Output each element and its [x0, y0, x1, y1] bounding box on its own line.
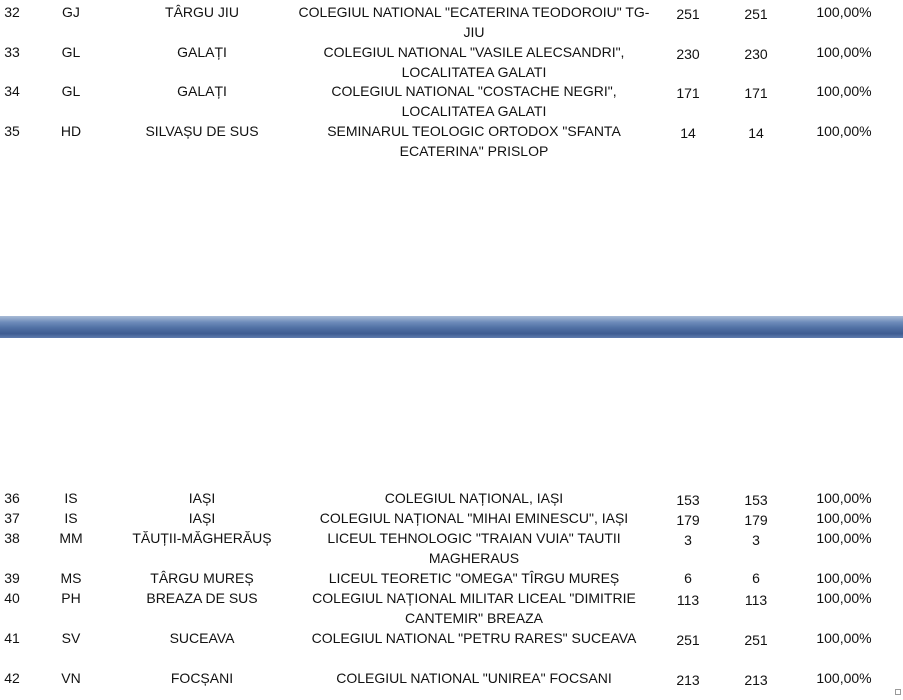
- percentage: 100,00%: [816, 44, 872, 60]
- county-code: VN: [61, 670, 81, 686]
- count-b: 113: [744, 592, 768, 608]
- county-code: PH: [61, 590, 81, 606]
- count-a: 213: [676, 672, 700, 688]
- row-number: 41: [4, 630, 20, 646]
- count-a: 251: [676, 632, 700, 648]
- count-a: 179: [676, 512, 700, 528]
- count-b: 14: [748, 125, 764, 141]
- count-a: 251: [676, 6, 700, 22]
- page-separator: [0, 316, 903, 338]
- county-code: MM: [59, 530, 83, 546]
- locality: IAȘI: [188, 510, 216, 526]
- count-b: 251: [744, 6, 768, 22]
- locality: IAȘI: [188, 490, 216, 506]
- percentage: 100,00%: [816, 630, 872, 646]
- county-code: GL: [61, 83, 81, 99]
- percentage: 100,00%: [816, 4, 872, 20]
- count-a: 113: [676, 592, 700, 608]
- count-a: 171: [676, 85, 700, 101]
- county-code: SV: [61, 630, 81, 646]
- school-name: LICEUL TEHNOLOGIC "TRAIAN VUIA" TAUTII MAGHERAUS: [327, 530, 621, 566]
- resize-handle-icon: [895, 689, 901, 695]
- count-a: 3: [684, 532, 692, 548]
- locality: SUCEAVA: [169, 630, 235, 646]
- row-number: 33: [4, 44, 20, 60]
- count-b: 6: [752, 570, 760, 586]
- row-number: 34: [4, 83, 20, 99]
- locality: FOCȘANI: [170, 670, 234, 686]
- school-name: COLEGIUL NATIONAL "UNIREA" FOCSANI: [336, 670, 612, 686]
- count-b: 213: [744, 672, 768, 688]
- school-name: COLEGIUL NAȚIONAL "MIHAI EMINESCU", IAȘI: [319, 510, 629, 526]
- count-b: 153: [744, 492, 768, 508]
- count-a: 6: [684, 570, 692, 586]
- locality: SILVAȘU DE SUS: [145, 123, 259, 139]
- count-b: 230: [744, 46, 768, 62]
- school-name: SEMINARUL TEOLOGIC ORTODOX "SFANTA ECATERINA" PRISLOP: [327, 123, 621, 159]
- row-number: 40: [4, 590, 20, 606]
- school-name: COLEGIUL NATIONAL "ECATERINA TEODOROIU" TG-JIU: [298, 4, 650, 40]
- count-b: 3: [752, 532, 760, 548]
- county-code: HD: [60, 123, 82, 139]
- row-number: 37: [4, 510, 20, 526]
- county-code: IS: [64, 510, 78, 526]
- row-number: 32: [4, 4, 20, 20]
- school-name: COLEGIUL NATIONAL "VASILE ALECSANDRI", LOCALITATEA GALATI: [323, 44, 625, 80]
- school-name: COLEGIUL NAȚIONAL MILITAR LICEAL "DIMITRIE CANTEMIR" BREAZA: [312, 590, 636, 626]
- count-b: 251: [744, 632, 768, 648]
- county-code: MS: [60, 570, 82, 586]
- percentage: 100,00%: [816, 83, 872, 99]
- count-a: 230: [676, 46, 700, 62]
- locality: TÂRGU MUREȘ: [150, 570, 254, 586]
- percentage: 100,00%: [816, 490, 872, 506]
- school-name: COLEGIUL NATIONAL "COSTACHE NEGRI", LOCALITATEA GALATI: [331, 83, 617, 119]
- row-number: 38: [4, 530, 20, 546]
- county-code: IS: [64, 490, 78, 506]
- school-name: COLEGIUL NATIONAL "PETRU RARES" SUCEAVA: [311, 630, 637, 646]
- school-name: COLEGIUL NAȚIONAL, IAȘI: [384, 490, 564, 506]
- locality: GALAȚI: [177, 44, 227, 60]
- locality: GALAȚI: [177, 83, 227, 99]
- locality: TÂRGU JIU: [165, 4, 239, 20]
- percentage: 100,00%: [816, 530, 872, 546]
- percentage: 100,00%: [816, 590, 872, 606]
- locality: BREAZA DE SUS: [146, 590, 258, 606]
- county-code: GJ: [62, 4, 80, 20]
- percentage: 100,00%: [816, 123, 872, 139]
- row-number: 36: [4, 490, 20, 506]
- row-number: 39: [4, 570, 20, 586]
- school-name: LICEUL TEORETIC "OMEGA" TÎRGU MUREȘ: [328, 570, 620, 586]
- county-code: GL: [61, 44, 81, 60]
- count-b: 171: [744, 85, 768, 101]
- percentage: 100,00%: [816, 570, 872, 586]
- row-number: 35: [4, 123, 20, 139]
- count-b: 179: [744, 512, 768, 528]
- count-a: 14: [680, 125, 696, 141]
- locality: TĂUȚII-MĂGHERĂUȘ: [132, 530, 272, 546]
- count-a: 153: [676, 492, 700, 508]
- percentage: 100,00%: [816, 510, 872, 526]
- row-number: 42: [4, 670, 20, 686]
- percentage: 100,00%: [816, 670, 872, 686]
